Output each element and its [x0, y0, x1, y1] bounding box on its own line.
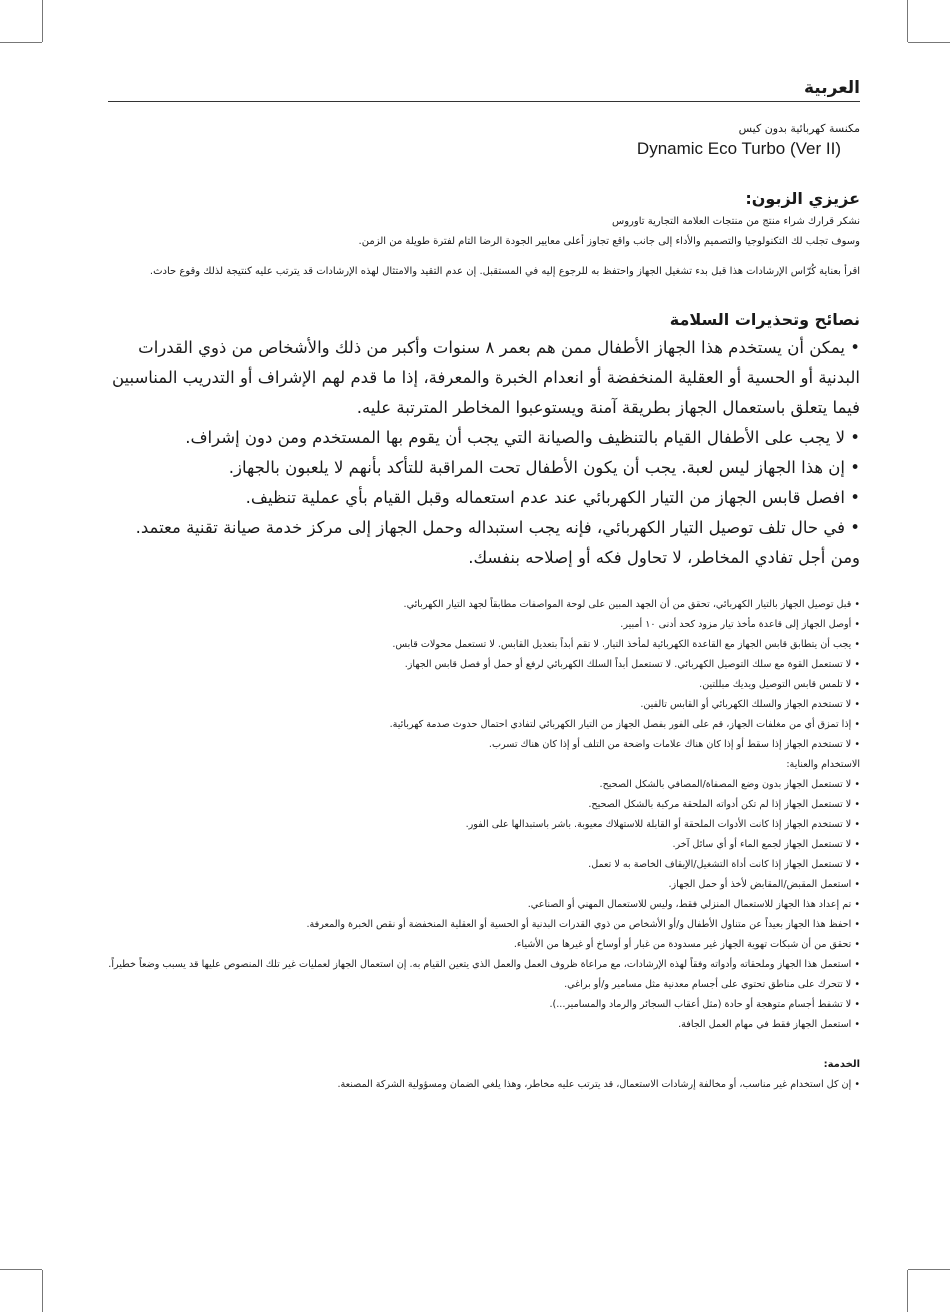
list-item: • في حال تلف توصيل التيار الكهربائي، فإنه يجب استبداله وحمل الجهاز إلى مركز خدمة صيانة تقنية معتمد. ومن أجل تفادي المخاطر، لا تحاول فكه أو إصلاحه بنفسك.	[108, 513, 860, 573]
language-heading: العربية	[803, 78, 860, 98]
promise-text: وسوف تجلب لك التكنولوجيا والتصميم والأداء إلى جانب واقع تجاوز أعلى معايير الجودة الرضا التام لفترة طويلة من الزمن.	[358, 236, 860, 247]
list-item: • لا يجب على الأطفال القيام بالتنظيف والصيانة التي يجب أن يقوم بها المستخدم ومن دون إشراف.	[108, 423, 860, 453]
safety-title: نصائح وتحذيرات السلامة	[669, 310, 860, 329]
read-notice: اقرأ بعناية كُرّاس الإرشادات هذا قبل بدء تشغيل الجهاز واحتفظ به للرجوع إليه في المستقبل. إن عدم التقيد والامتثال لهذه الإرشادات قد يترتب عليه كنتيجة لذلك وقوع حادث.	[149, 266, 860, 277]
list-item: • تم إعداد هذا الجهاز للاستعمال المنزلي فقط، وليس للاستعمال المهني أو الصناعي.	[108, 895, 860, 915]
list-item: • لا تستخدم الجهاز إذا كانت الأدوات الملحقة أو القابلة للاستهلاك معيوبة. باشر باستبدالها على الفور.	[108, 815, 860, 835]
usage-list	[108, 775, 860, 1035]
list-item: • احفظ هذا الجهاز بعيداً عن متناول الأطفال و/أو الأشخاص من ذوي القدرات البدنية أو الحسية أو العقلية المنخفضة أو نقص الخبرة والمعرفة.	[108, 915, 860, 935]
safety-list	[108, 595, 860, 755]
list-item: • لا تستعمل الجهاز إذا كانت أداة التشغيل/الإيقاف الخاصة به لا تعمل.	[108, 855, 860, 875]
crop-mark	[908, 1269, 950, 1270]
thanks-text: نشكر قرارك شراء منتج من منتجات العلامة التجارية تاوروس	[612, 216, 860, 227]
product-model: Dynamic Eco Turbo (Ver II)	[636, 139, 841, 158]
list-item: • لا تستعمل القوة مع سلك التوصيل الكهربائي. لا تستعمل أبداً السلك الكهربائي لرفع أو حمل أو فصل قابس الجهاز.	[108, 655, 860, 675]
list-item: • لا تستخدم الجهاز إذا سقط أو إذا كان هناك علامات واضحة من التلف أو إذا كان هناك تسرب.	[108, 735, 860, 755]
product-subtitle: مكنسة كهربائية بدون كيس	[738, 122, 860, 135]
list-item: • استعمل هذا الجهاز وملحقاته وأدواته وفقاً لهذه الإرشادات، مع مراعاة ظروف العمل والعمل الذي يتعين القيام به. إن استعمال الجهاز لعمليات غير تلك المنصوص عليها قد يسبب وضعاً خطيراً.	[108, 955, 860, 975]
list-item: • استعمل الجهاز فقط في مهام العمل الجافة.	[108, 1015, 860, 1035]
list-item: • يمكن أن يستخدم هذا الجهاز الأطفال ممن هم بعمر ٨ سنوات وأكبر من ذلك والأشخاص من ذوي القدرات البدنية أو الحسية أو العقلية المنخفضة أو انعدام الخبرة والمعرفة، إذا ما قدم لهم الإشراف أو التدريب المناسبين فيما يتعلق باستعمال الجهاز بطريقة آمنة ويستوعبوا المخاطر المترتبة عليه.	[108, 333, 860, 423]
list-item: • لا تشفط أجسام متوهجة أو حادة (مثل أعقاب السجائر والرماد والمسامير...).	[108, 995, 860, 1015]
list-item: • افصل قابس الجهاز من التيار الكهربائي عند عدم استعماله وقبل القيام بأي عملية تنظيف.	[108, 483, 860, 513]
crop-mark	[42, 1270, 43, 1312]
list-item: • تحقق من أن شبكات تهوية الجهاز غير مسدودة من غبار أو أوساخ أو غيرها من الأشياء.	[108, 935, 860, 955]
service-title: الخدمة:	[823, 1059, 860, 1070]
crop-mark	[42, 0, 43, 42]
crop-mark	[907, 1270, 908, 1312]
list-item: • لا تستخدم الجهاز والسلك الكهربائي أو القابس تالفين.	[108, 695, 860, 715]
crop-mark	[907, 0, 908, 42]
list-item: • يجب أن يتطابق قابس الجهاز مع القاعدة الكهربائية لمأخذ التيار. لا تقم أبداً بتعديل القابس. لا تستعمل محولات قابس.	[108, 635, 860, 655]
usage-title: الاستخدام والعناية:	[786, 759, 860, 770]
list-item: • استعمل المقبض/المقابض لأخذ أو حمل الجهاز.	[108, 875, 860, 895]
list-item: • لا تلمس قابس التوصيل ويديك مبللتين.	[108, 675, 860, 695]
crop-mark	[908, 42, 950, 43]
crop-mark	[0, 1269, 42, 1270]
list-item: • إن هذا الجهاز ليس لعبة. يجب أن يكون الأطفال تحت المراقبة للتأكد بأنهم لا يلعبون بالجهاز.	[108, 453, 860, 483]
list-item: • قبل توصيل الجهاز بالتيار الكهربائي، تحقق من أن الجهد المبين على لوحة المواصفات مطابقاً لجهد التيار الكهربائي.	[108, 595, 860, 615]
list-item: • إذا تمزق أي من مغلفات الجهاز، قم على الفور بفصل الجهاز من التيار الكهربائي لتفادي احتمال حدوث صدمة كهربائية.	[108, 715, 860, 735]
list-item: • لا تستعمل الجهاز بدون وضع المصفاة/المصافي بالشكل الصحيح.	[108, 775, 860, 795]
list-item: • لا تتحرك على مناطق تحتوي على أجسام معدنية مثل مسامير و/أو براغي.	[108, 975, 860, 995]
list-item: • لا تستعمل الجهاز إذا لم تكن أدواته الملحقة مركبة بالشكل الصحيح.	[108, 795, 860, 815]
list-item: • أوصل الجهاز إلى قاعدة مأخذ تيار مزود كحد أدنى ١٠ أمبير.	[108, 615, 860, 635]
greeting: عزيزي الزبون:	[745, 189, 860, 208]
header-divider	[108, 101, 860, 102]
list-item: • إن كل استخدام غير مناسب، أو مخالفة إرشادات الاستعمال، قد يترتب عليه مخاطر، وهذا يلغي الضمان ومسؤولية الشركة المصنعة.	[108, 1075, 860, 1095]
service-list	[108, 1075, 860, 1095]
crop-mark	[0, 42, 42, 43]
list-item: • لا تستعمل الجهاز لجمع الماء أو أي سائل آخر.	[108, 835, 860, 855]
manual-page	[108, 78, 860, 1095]
safety-main-list	[108, 333, 860, 573]
